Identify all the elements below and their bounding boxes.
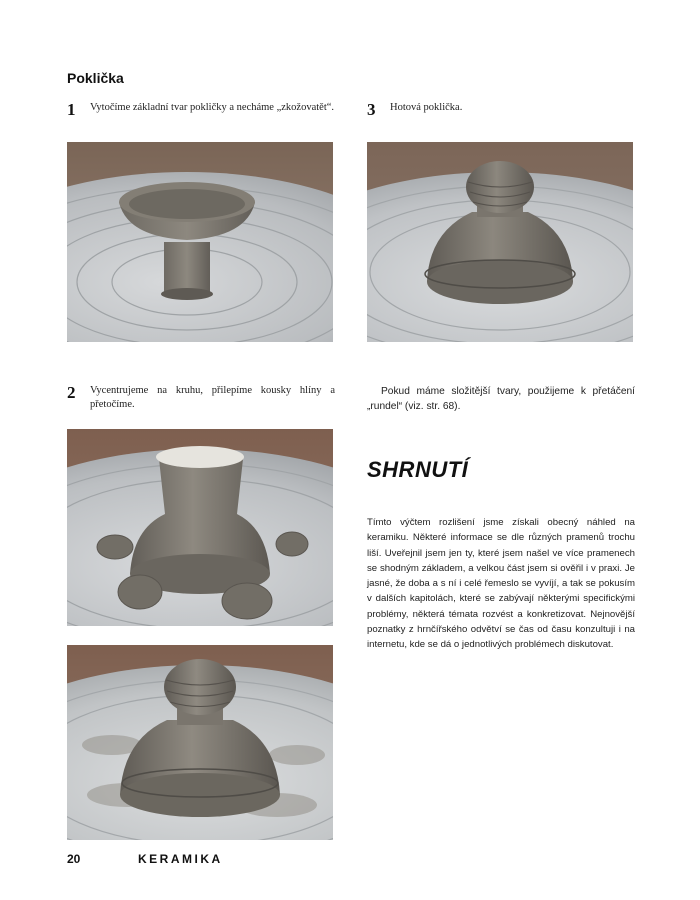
step-number: 1 [67, 100, 76, 119]
step-2 [67, 383, 335, 412]
section-title: Poklička [67, 70, 124, 86]
step-number: 2 [67, 383, 76, 402]
side-paragraph: Pokud máme složitější tvary, použijeme k přetáčení „rundel“ (viz. str. 68). [367, 386, 635, 412]
step-number: 3 [367, 100, 376, 119]
photo-trimmed-lid [67, 645, 333, 840]
step-1 [67, 100, 335, 119]
summary-heading: SHRNUTÍ [367, 457, 469, 482]
step-text: Hotová poklička. [390, 102, 463, 113]
photo-finished-lid [367, 142, 633, 342]
summary-body: Tímto výčtem rozlišení jsme získali obecný náhled na keramiku. Některé informace se dle různých pramenů trochu liší. Uveřejnil jsem jen ty, které jsem našel ve více pramenech se shodným základem, a velkou část jsem si ověřil i v praxi. Je jasné, že doba a s ní i celé řemeslo se vyvíjí, a tak se pokusím v dalších kapitolách, které se zabývají některými specifickými problémy, některá témata rozvést a konkretizovat. Nejnovější poznatky z hrnčířského odvětví se čas od času konzultuji i na internetu, kde se dá o jednotlivých problémech diskutovat. [367, 517, 635, 651]
page-number: 20 [67, 852, 81, 866]
step-text: Vycentrujeme na kruhu, přilepíme kousky hlíny a přetočíme. [90, 385, 335, 410]
book-title: KERAMIKA [138, 852, 223, 866]
step-3 [367, 100, 635, 119]
photo-bowl-on-wheel [67, 142, 333, 342]
step-text: Vytočíme základní tvar pokličky a necháme „zkožovatět“. [90, 102, 335, 113]
photo-recentered-lid [67, 429, 333, 626]
